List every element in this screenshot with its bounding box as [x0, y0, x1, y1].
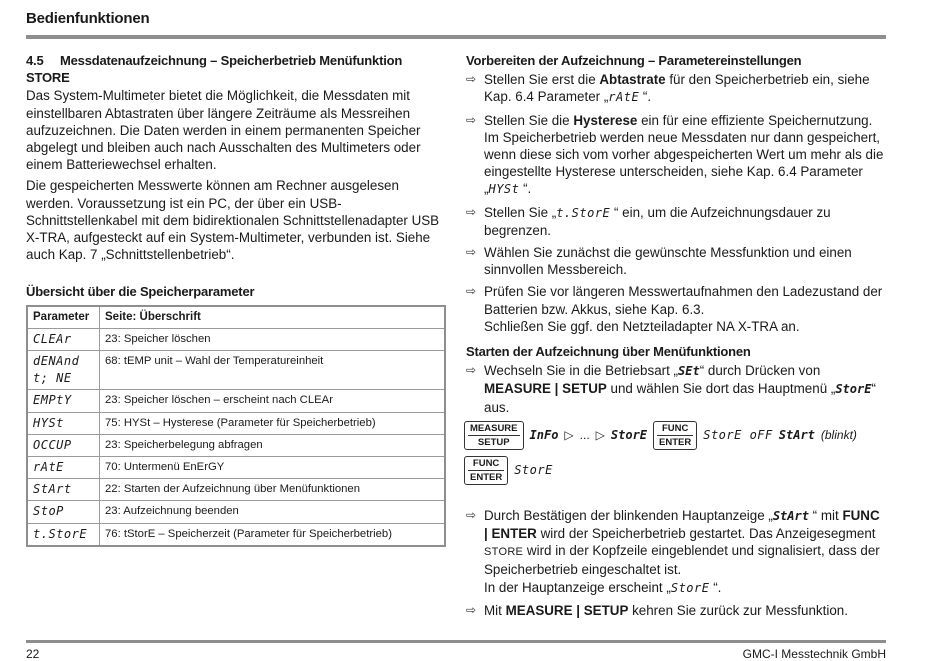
measure-setup-key [464, 421, 524, 450]
table-row [27, 523, 445, 546]
text-bold: MEASURE | SETUP [505, 602, 629, 618]
text: kehren Sie zurück zur Messfunktion. [628, 602, 848, 618]
hollow-arrow-right-icon: ⇨ [466, 72, 477, 87]
list-item [466, 244, 886, 278]
desc-cell: 23: Aufzeichnung beenden [100, 501, 446, 523]
key-label: FUNC [657, 423, 693, 436]
text-bold: Hysterese [573, 112, 638, 128]
table-row [27, 328, 445, 350]
table-header-cell: Seite: Überschrift [100, 306, 446, 329]
text: (blinkt) [820, 427, 857, 442]
desc-cell: 23: Speicherbelegung abfragen [100, 434, 446, 456]
text: “ durch Drücken von [699, 363, 821, 379]
list-item [466, 71, 886, 106]
key-sequence-2 [464, 456, 886, 485]
text-bold: Abtastrate [599, 72, 666, 88]
param-cell: StoP [27, 501, 100, 523]
hollow-arrow-right-icon: ⇨ [466, 602, 477, 617]
lcd-text: StorE oFF [703, 427, 773, 442]
text: wird in der Kopfzeile eingeblendet und signalisiert, dass der Speicherbetrieb eingeschaltet ist. [484, 543, 880, 578]
table-row [27, 434, 445, 456]
list-item [466, 507, 886, 597]
key-label: MEASURE [470, 422, 518, 434]
lcd-text: HYSt [488, 182, 520, 197]
parameter-table [26, 305, 446, 547]
text: für den Speicherbetrieb ein, siehe Kap. 6.4 Parameter „ [484, 72, 870, 105]
start-heading: Starten der Aufzeichnung über Menüfunktionen [466, 344, 751, 360]
table-row [27, 501, 445, 523]
lcd-text: StArt [778, 427, 815, 442]
table-row [27, 457, 445, 479]
lcd-text: StorE [610, 427, 648, 442]
desc-cell: 22: Starten der Aufzeichnung über Menüfunktionen [100, 479, 446, 501]
arrow-right-icon: ▷ [564, 427, 574, 442]
desc-cell: 70: Untermenü EnErGY [100, 457, 446, 479]
param-cell: HYSt [27, 412, 100, 434]
hollow-arrow-right-icon: ⇨ [466, 363, 477, 378]
table-row [27, 390, 445, 412]
desc-cell: 68: tEMP unit – Wahl der Temperatureinheit [100, 351, 446, 390]
pc-paragraph: Die gespeicherten Messwerte können am Rechner ausgelesen werden. Voraussetzung ist ein PC, der über ein USB-Schnittstellenkabel mit dem bidirektionalen Schnittstellenadapter USB X-TRA, aufgesteckt auf ein System-Multimeter, verbunden ist. Siehe auch Kap. 7 „Schnittstellenbetrieb“. [26, 178, 440, 263]
lcd-text: t.StorE [556, 205, 611, 220]
param-cell: t.StorE [27, 523, 100, 546]
page-number: 22 [26, 647, 40, 661]
key-sequence-1 [464, 421, 886, 450]
table-header-cell: Parameter [27, 306, 100, 329]
text: Stellen Sie erst die [484, 72, 600, 88]
section-number: 4.5 [26, 53, 44, 68]
text: ein für eine effiziente Speichernutzung. Im Speicherbetrieb werden neue Messdaten nur dann gespeichert, wenn diese sich vom vorher abgespeicherten Wert um mehr als die eingestellte Hysterese unterscheiden, siehe Kap. 6.4 Parameter „ [484, 112, 884, 197]
text-smallcaps: STORE [484, 546, 524, 559]
text: ... [579, 427, 590, 442]
text: “ ein, um die Aufzeichnungsdauer zu begrenzen. [484, 204, 831, 238]
text: wird der Speicherbetrieb gestartet. Das Anzeigesegment [536, 526, 876, 542]
section-title: Messdatenaufzeichnung – Speicherbetrieb Menüfunktion STORE [26, 53, 403, 86]
list-item [466, 602, 886, 619]
desc-cell: 76: tStorE – Speicherzeit (Parameter für Speicherbetrieb) [100, 523, 446, 546]
param-cell: EMPtY [27, 390, 100, 412]
param-cell: StArt [27, 479, 100, 501]
text: “. [519, 181, 532, 197]
func-enter-key [653, 421, 697, 450]
text: Stellen Sie die [484, 112, 574, 128]
arrow-right-icon: ▷ [595, 427, 605, 442]
text: “ mit [808, 507, 843, 523]
text: “ aus. [484, 381, 876, 415]
desc-cell: 75: HYSt – Hysterese (Parameter für Speicherbetrieb) [100, 412, 446, 434]
desc-cell: 23: Speicher löschen [100, 328, 446, 350]
hollow-arrow-right-icon: ⇨ [466, 112, 477, 127]
list-item [466, 112, 886, 199]
param-cell: rAtE [27, 457, 100, 479]
key-label: SETUP [477, 436, 510, 448]
key-label: FUNC [468, 458, 504, 471]
key-label: ENTER [659, 436, 692, 448]
text: Stellen Sie „ [484, 204, 557, 220]
hollow-arrow-right-icon: ⇨ [466, 245, 477, 260]
table-title: Übersicht über die Speicherparameter [26, 284, 255, 300]
param-cell: OCCUP [27, 434, 100, 456]
right-column [466, 52, 886, 624]
header-title: Bedienfunktionen [26, 10, 150, 27]
table-row [27, 351, 445, 390]
param-cell: dENAnd t; NE [27, 351, 100, 390]
list-item [466, 283, 886, 335]
lcd-text: StArt [772, 508, 809, 523]
company-name: GMC-I Messtechnik GmbH [742, 647, 886, 661]
header-rule [26, 35, 886, 39]
intro-paragraph: Das System-Multimeter bietet die Möglichkeit, die Messdaten mit einstellbaren Abtastraten über längere Zeiträume als Messreihen aufzuzeichnen. Die Daten werden in einem permanenten Speicher abgelegt und bleiben auch nach Ausschalten des Multimeters oder einem Batteriewechsel erhalten. [26, 88, 421, 173]
text: und wählen Sie dort das Hauptmenü „ [606, 381, 836, 397]
text: “. [709, 579, 722, 595]
left-column [26, 52, 446, 547]
text: Schließen Sie ggf. den Netzteiladapter NA X-TRA an. [484, 318, 800, 334]
lcd-text: StorE [835, 382, 872, 397]
lcd-text: StorE [670, 580, 710, 595]
text-bold: FUNC | ENTER [484, 507, 880, 542]
text: Prüfen Sie vor längeren Messwertaufnahmen den Ladezustand der Batterien bzw. Akkus, siehe Kap. 6.3. [484, 284, 883, 317]
lcd-text: StorE [514, 462, 553, 477]
lcd-text: InFo [529, 427, 559, 442]
footer-rule [26, 640, 886, 643]
hollow-arrow-right-icon: ⇨ [466, 507, 477, 522]
section-heading [26, 52, 446, 86]
lcd-text: SEt [678, 364, 700, 379]
text: In der Hauptanzeige erscheint „ [484, 579, 671, 595]
prep-heading: Vorbereiten der Aufzeichnung – Parametereinstellungen [466, 53, 802, 68]
key-label: ENTER [470, 471, 503, 483]
lcd-text: rAtE [608, 90, 640, 105]
desc-cell: 23: Speicher löschen – erscheint nach CLEAr [100, 390, 446, 412]
table-row [27, 479, 445, 501]
hollow-arrow-right-icon: ⇨ [466, 284, 477, 299]
param-cell: CLEAr [27, 328, 100, 350]
text: Wechseln Sie in die Betriebsart „ [484, 363, 679, 379]
func-enter-key [464, 456, 508, 485]
table-row [27, 412, 445, 434]
hollow-arrow-right-icon: ⇨ [466, 204, 477, 219]
text: Wählen Sie zunächst die gewünschte Messfunktion und einen sinnvollen Messbereich. [484, 245, 852, 278]
list-item [466, 362, 886, 416]
text-bold: MEASURE | SETUP [484, 381, 607, 397]
table-header-row [27, 306, 445, 329]
text: “. [639, 89, 652, 105]
text: Durch Bestätigen der blinkenden Hauptanzeige „ [484, 507, 773, 523]
list-item [466, 204, 886, 239]
text: Mit [484, 602, 506, 618]
